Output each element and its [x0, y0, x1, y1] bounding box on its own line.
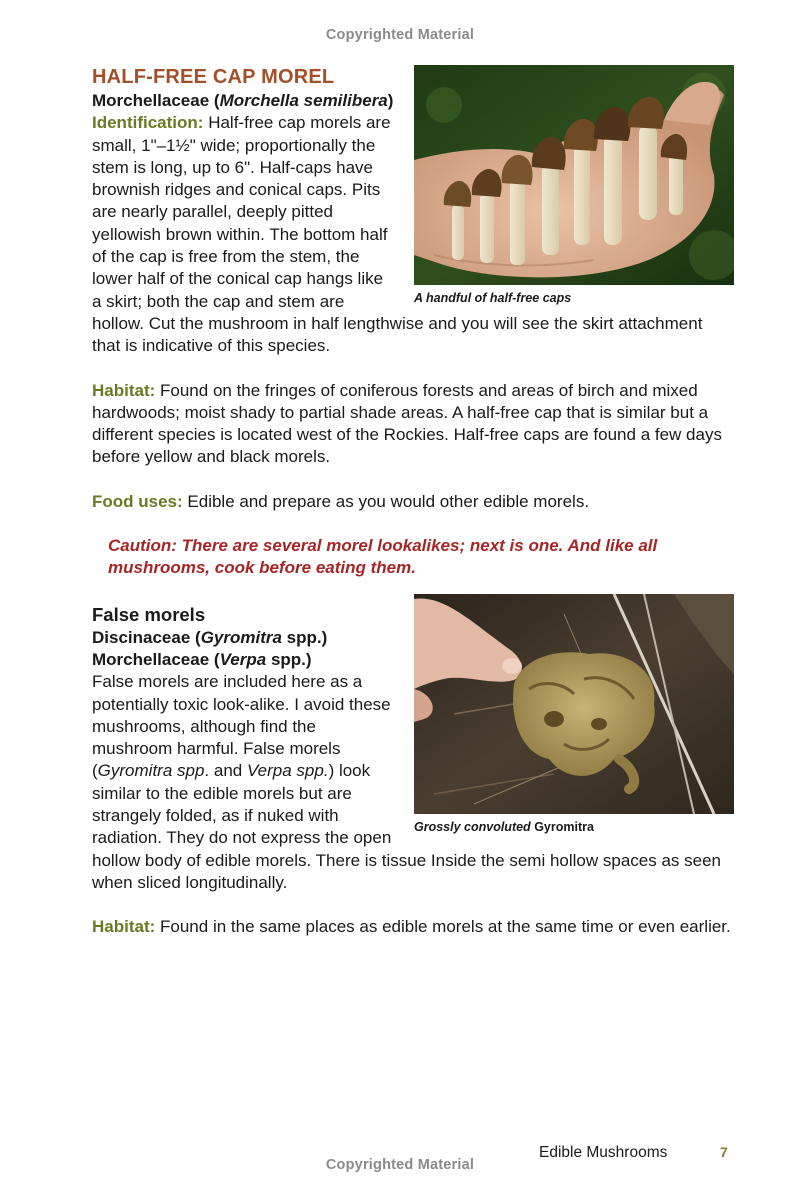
photo-caption-2 [414, 819, 734, 835]
identification-text: Half-free cap morels are small, 1"–1½" wide; proportionally the stem is long, up to 6". Half-caps have brownish ridges and conical caps. Pits are nearly parallel, deeply pitted yellowish brown within. The bottom half of the cap is free from the stem, the lower half of the conical cap hangs like a skirt; both the cap and stem are hollow. Cut the mushroom in half lengthwise and you will see the skirt attachment that is indicative of this species. [92, 113, 703, 356]
false-morels-text-c: ) look similar to the edible morels but are strangely folded, as if nuked with radiation. They do not express the open hollow body of edible morels. There is tissue Inside the semi hollow spaces as seen when sliced longitudinally. [92, 761, 722, 892]
photo-caption-text: A handful of half-free caps [414, 291, 572, 305]
habitat-text: Found on the fringes of coniferous forests and areas of birch and mixed hardwoods; moist shady to partial shade areas. A half-free cap that is similar but a different species is located west of the Rockies. Half-free caps are found a few days before yellow and black morels. [92, 380, 722, 467]
footer-section-title: Edible Mushrooms [539, 1144, 668, 1161]
habitat-label: Habitat: [92, 380, 156, 400]
genus-name-2: Verpa [219, 649, 267, 669]
family-line-1: Discinaceae (Gyromitra spp.) [92, 627, 328, 647]
family-name-2: Morchellaceae [92, 649, 210, 669]
food-uses-paragraph [92, 491, 734, 513]
false-morels-text-b: . and [204, 761, 247, 781]
genus-suffix-2: spp. [270, 649, 306, 669]
family-name-1: Discinaceae [92, 627, 191, 647]
page-content [92, 64, 734, 939]
caution-note: Caution: There are several morel lookalikes; next is one. And like all mushrooms, cook before eating them. [108, 536, 658, 578]
false-morels-italic-2: Verpa spp. [246, 761, 329, 781]
family-line: Morchellaceae (Morchella semilibera) [92, 91, 394, 110]
copyright-watermark-top: Copyrighted Material [325, 27, 475, 43]
false-morels-italic-1: Gyromitra spp [97, 761, 205, 781]
identification-label: Identification: [92, 113, 204, 133]
photo-caption-italic: Grossly convoluted [414, 819, 531, 834]
food-uses-text: Edible and prepare as you would other edible morels. [187, 491, 590, 511]
genus-name-1: Gyromitra [200, 627, 282, 647]
photo-gyromitra [414, 594, 734, 835]
photo-caption [414, 290, 734, 306]
family-name: Morchellaceae [92, 91, 210, 110]
food-uses-label: Food uses: [92, 491, 183, 511]
habitat-text-2: Found in the same places as edible morels at the same time or even earlier. [160, 917, 731, 937]
genus-suffix-1: spp. [286, 627, 322, 647]
habitat-label-2: Habitat: [92, 917, 156, 937]
family-line-2: Morchellaceae (Verpa spp.) [92, 649, 312, 669]
section-title-false-morels: False morels [92, 603, 206, 625]
section-title-half-free-cap: HALF-FREE CAP MOREL [92, 66, 335, 88]
habitat-paragraph-2 [92, 916, 734, 938]
copyright-watermark-bottom: Copyrighted Material [325, 1157, 475, 1173]
footer-page-number: 7 [720, 1144, 728, 1160]
false-morels-text-a: False morels are included here as a potentially toxic look-alike. I avoid these mushrooms, although find the mushroom harmful. False morels ( [92, 672, 391, 781]
photo-half-free-caps [414, 65, 734, 306]
species-name: Morchella semilibera [219, 91, 388, 110]
half-free-caps-photo-image [414, 65, 734, 285]
photo-caption-rest: Gyromitra [534, 819, 594, 834]
gyromitra-photo-image [414, 594, 734, 814]
habitat-paragraph [92, 380, 734, 469]
